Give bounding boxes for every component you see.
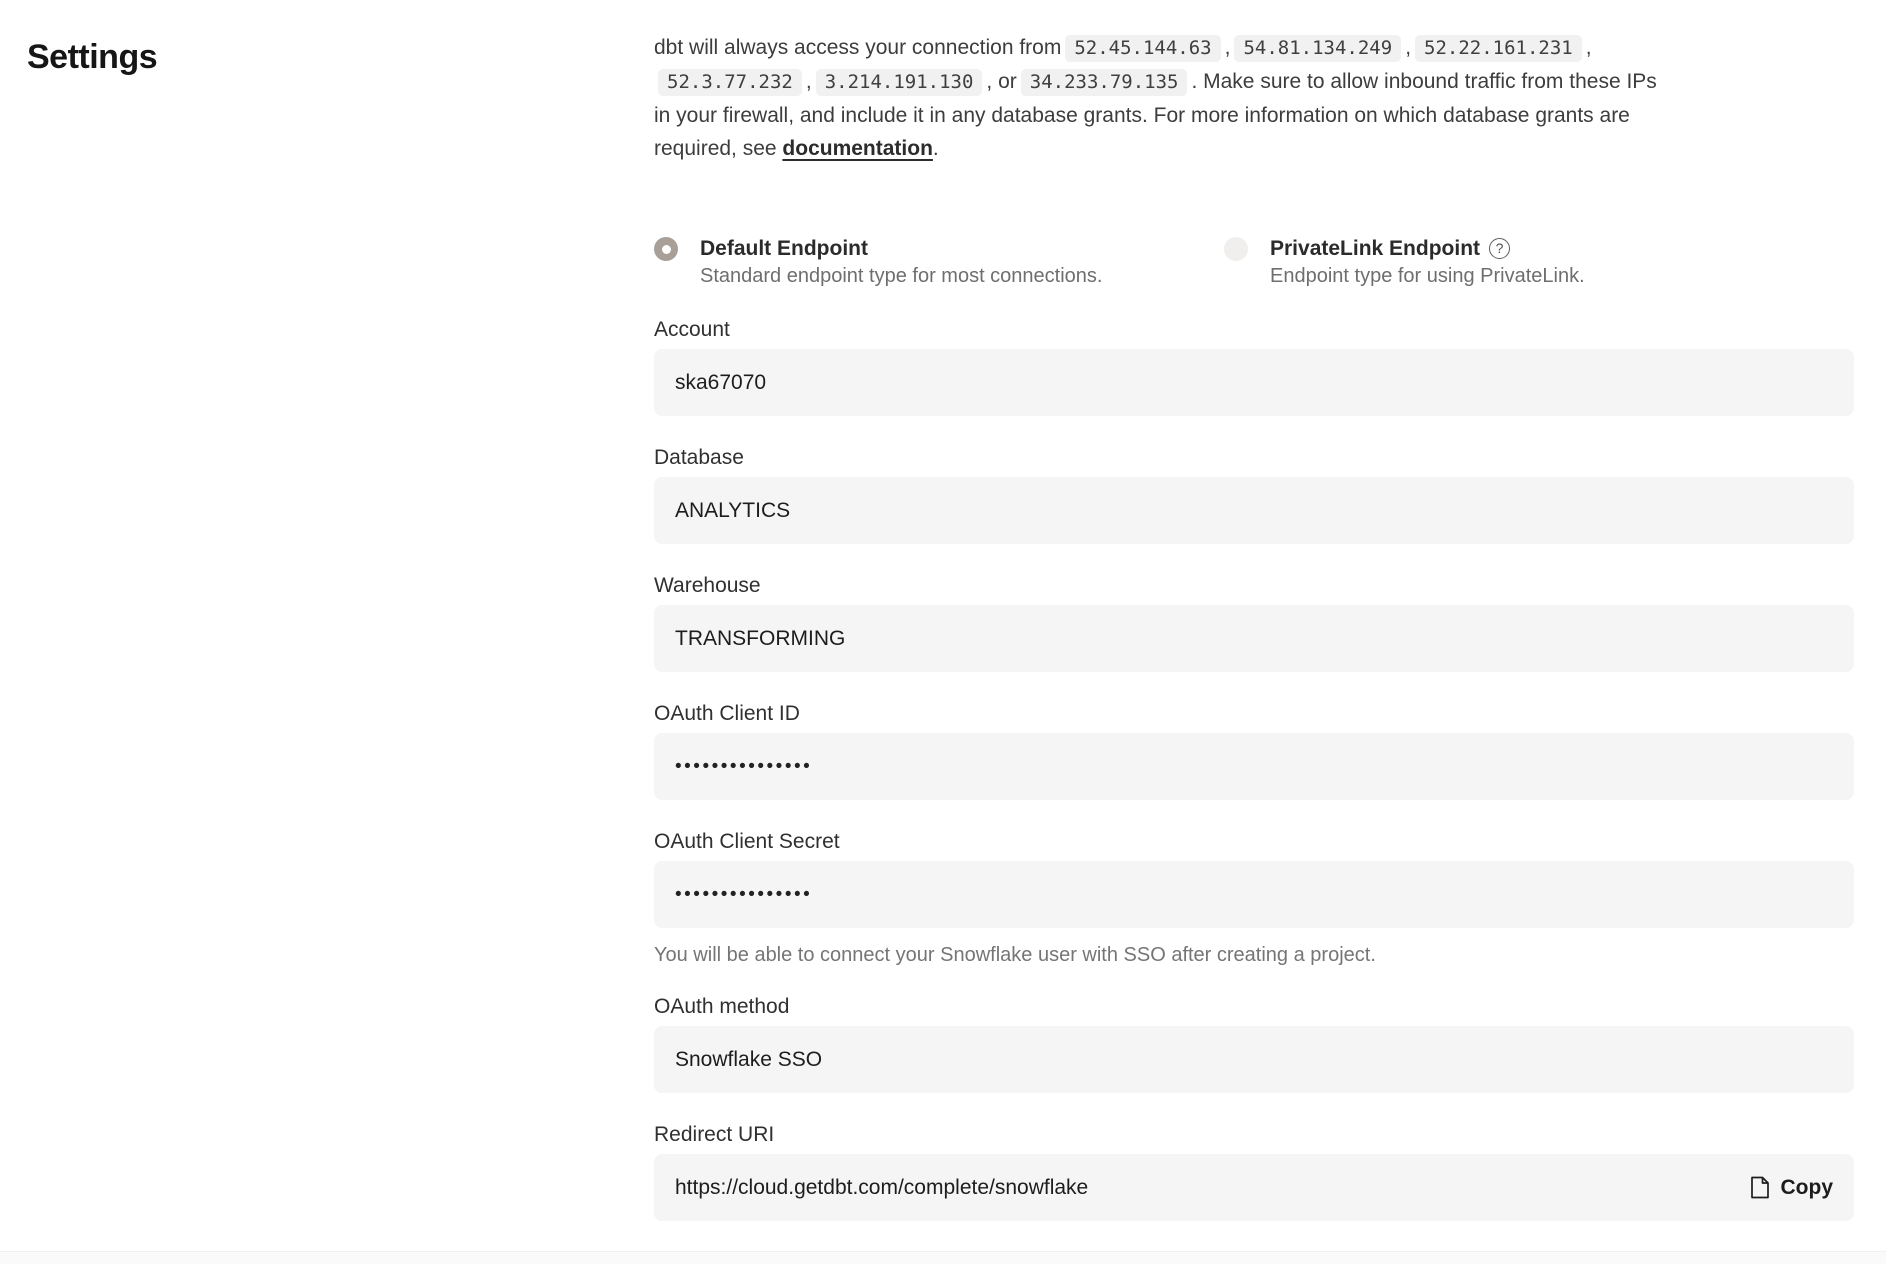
settings-form <box>654 0 1854 1221</box>
warehouse-input[interactable] <box>654 605 1854 672</box>
endpoint-radio-group <box>654 235 1854 291</box>
field-row-oauth-client-secret <box>654 829 1854 969</box>
intro-text: , <box>1585 36 1592 59</box>
copy-icon <box>1750 1176 1770 1199</box>
database-value: ANALYTICS <box>675 498 791 522</box>
radio-dot <box>662 245 671 254</box>
copy-button[interactable] <box>1750 1176 1834 1200</box>
copy-label: Copy <box>1780 1175 1833 1199</box>
ip-address-chip: 52.3.77.232 <box>658 69 802 96</box>
intro-text: in your firewall, and include it in any database grants. For more information on which database grants are <box>654 104 1630 127</box>
oauth-client-secret-label: OAuth Client Secret <box>654 830 840 853</box>
intro-text: dbt will always access your connection from <box>654 36 1062 59</box>
oauth-client-id-value: ••••••••••••••• <box>675 755 813 777</box>
warehouse-value: TRANSFORMING <box>675 626 846 650</box>
redirect-uri-label: Redirect URI <box>654 1123 775 1146</box>
redirect-uri-input[interactable] <box>654 1154 1854 1221</box>
ip-address-chip: 34.233.79.135 <box>1021 69 1188 96</box>
privatelink-endpoint-option[interactable] <box>1224 235 1585 291</box>
oauth-method-input[interactable] <box>654 1026 1854 1093</box>
field-row-warehouse <box>654 573 1854 672</box>
intro-paragraph <box>654 0 1854 165</box>
database-input[interactable] <box>654 477 1854 544</box>
warehouse-label: Warehouse <box>654 574 761 597</box>
account-input[interactable] <box>654 349 1854 416</box>
intro-text: , <box>805 70 812 93</box>
default-endpoint-label: Default Endpoint <box>700 237 868 260</box>
radio-selected-icon[interactable] <box>654 237 678 261</box>
default-endpoint-description: Standard endpoint type for most connections. <box>700 265 1103 287</box>
oauth-client-secret-input[interactable] <box>654 861 1854 928</box>
privatelink-endpoint-description: Endpoint type for using PrivateLink. <box>1270 265 1585 287</box>
ip-address-chip: 52.22.161.231 <box>1415 35 1582 62</box>
field-row-oauth-client-id <box>654 701 1854 800</box>
intro-text: , <box>1405 36 1412 59</box>
radio-unselected-icon[interactable] <box>1224 237 1248 261</box>
field-row-redirect-uri <box>654 1122 1854 1221</box>
oauth-method-label: OAuth method <box>654 995 790 1018</box>
privatelink-endpoint-label: PrivateLink Endpoint <box>1270 237 1481 260</box>
intro-text: . <box>932 137 939 160</box>
oauth-client-id-label: OAuth Client ID <box>654 702 800 725</box>
help-icon[interactable]: ? <box>1489 238 1510 259</box>
oauth-client-secret-value: ••••••••••••••• <box>675 883 813 905</box>
oauth-client-id-input[interactable] <box>654 733 1854 800</box>
account-label: Account <box>654 318 730 341</box>
intro-text: required, see <box>654 137 783 160</box>
field-row-oauth-method <box>654 994 1854 1093</box>
redirect-uri-value: https://cloud.getdbt.com/complete/snowflake <box>675 1175 1089 1199</box>
ip-address-chip: 52.45.144.63 <box>1065 35 1220 62</box>
documentation-link[interactable]: documentation <box>782 137 933 160</box>
default-endpoint-option[interactable] <box>654 235 1224 291</box>
page-title: Settings <box>27 38 158 76</box>
ip-address-chip: 3.214.191.130 <box>816 69 983 96</box>
intro-text: , or <box>986 70 1017 93</box>
intro-text: , <box>1224 36 1231 59</box>
field-row-database <box>654 445 1854 544</box>
database-label: Database <box>654 446 744 469</box>
ip-address-chip: 54.81.134.249 <box>1234 35 1401 62</box>
footer-divider <box>0 1251 1886 1264</box>
intro-text: . Make sure to allow inbound traffic from these IPs <box>1191 70 1657 93</box>
field-row-account <box>654 317 1854 416</box>
oauth-method-value: Snowflake SSO <box>675 1047 823 1071</box>
account-value: ska67070 <box>675 370 767 394</box>
sso-helper-text: You will be able to connect your Snowflake user with SSO after creating a project. <box>654 944 1376 966</box>
